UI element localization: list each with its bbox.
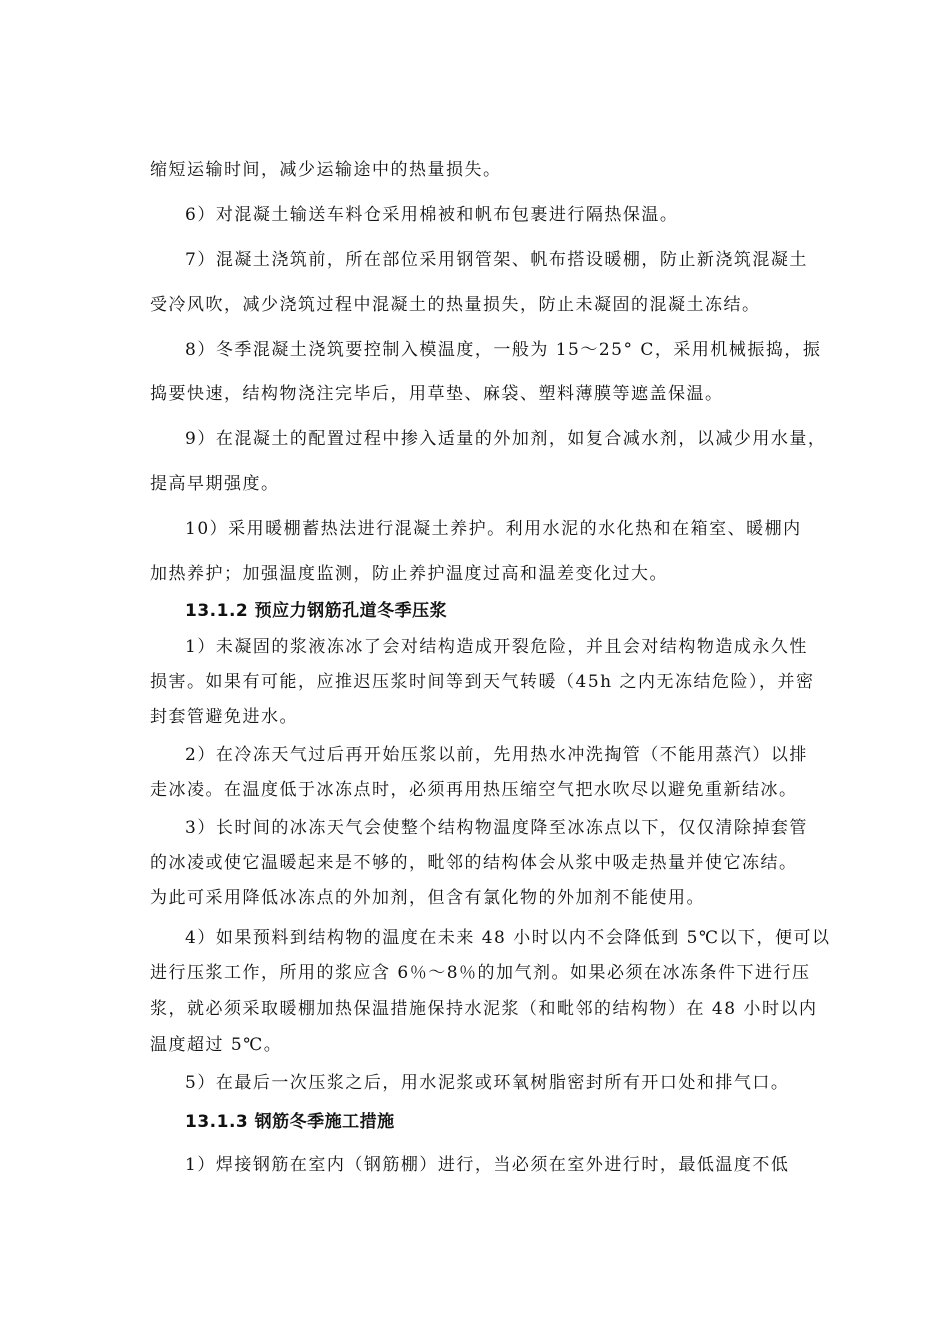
text-line: 损害。如果有可能，应推迟压浆时间等到天气转暖（45h 之内无冻结危险），并密: [150, 672, 815, 692]
text-line: 3）长时间的冰冻天气会使整个结构物温度降至冰冻点以下，仅仅清除掉套管: [185, 818, 808, 838]
text-line: 5）在最后一次压浆之后，用水泥浆或环氧树脂密封所有开口处和排气口。: [185, 1073, 790, 1093]
text-line: 捣要快速，结构物浇注完毕后，用草垫、麻袋、塑料薄膜等遮盖保温。: [150, 384, 724, 404]
text-line: 8）冬季混凝土浇筑要控制入模温度，一般为 15～25° C，采用机械振捣，振: [185, 340, 822, 360]
section-heading: 13.1.3 钢筋冬季施工措施: [185, 1112, 395, 1132]
text-line: 7）混凝土浇筑前，所在部位采用钢管架、帆布搭设暖棚，防止新浇筑混凝土: [185, 250, 808, 270]
text-line: 封套管避免进水。: [150, 707, 298, 727]
text-line: 1）焊接钢筋在室内（钢筋棚）进行，当必须在室外进行时，最低温度不低: [185, 1155, 790, 1175]
section-heading: 13.1.2 预应力钢筋孔道冬季压浆: [185, 601, 448, 621]
text-line: 加热养护；加强温度监测，防止养护温度过高和温差变化过大。: [150, 564, 668, 584]
text-line: 4）如果预料到结构物的温度在未来 48 小时以内不会降低到 5℃以下，便可以: [185, 928, 831, 948]
text-line: 缩短运输时间，减少运输途中的热量损失。: [150, 160, 502, 180]
text-line: 6）对混凝土输送车料仓采用棉被和帆布包裹进行隔热保温。: [185, 205, 679, 225]
text-line: 1）未凝固的浆液冻冰了会对结构造成开裂危险，并且会对结构物造成永久性: [185, 637, 808, 657]
text-line: 的冰凌或使它温暖起来是不够的，毗邻的结构体会从浆中吸走热量并使它冻结。: [150, 853, 798, 873]
text-line: 为此可采用降低冰冻点的外加剂，但含有氯化物的外加剂不能使用。: [150, 888, 705, 908]
text-line: 温度超过 5℃。: [150, 1035, 283, 1055]
text-line: 9）在混凝土的配置过程中掺入适量的外加剂，如复合减水剂，以减少用水量，: [185, 429, 827, 449]
text-line: 进行压浆工作，所用的浆应含 6％～8％的加气剂。如果必须在冰冻条件下进行压: [150, 963, 811, 983]
text-line: 提高早期强度。: [150, 474, 280, 494]
text-line: 10）采用暖棚蓄热法进行混凝土养护。利用水泥的水化热和在箱室、暖棚内: [185, 519, 802, 539]
text-line: 受冷风吹，减少浇筑过程中混凝土的热量损失，防止未凝固的混凝土冻结。: [150, 295, 761, 315]
text-line: 走冰凌。在温度低于冰冻点时，必须再用热压缩空气把水吹尽以避免重新结冰。: [150, 780, 798, 800]
text-line: 2）在冷冻天气过后再开始压浆以前，先用热水冲洗掏管（不能用蒸汽）以排: [185, 745, 808, 765]
text-line: 浆，就必须采取暖棚加热保温措施保持水泥浆（和毗邻的结构物）在 48 小时以内: [150, 999, 818, 1019]
